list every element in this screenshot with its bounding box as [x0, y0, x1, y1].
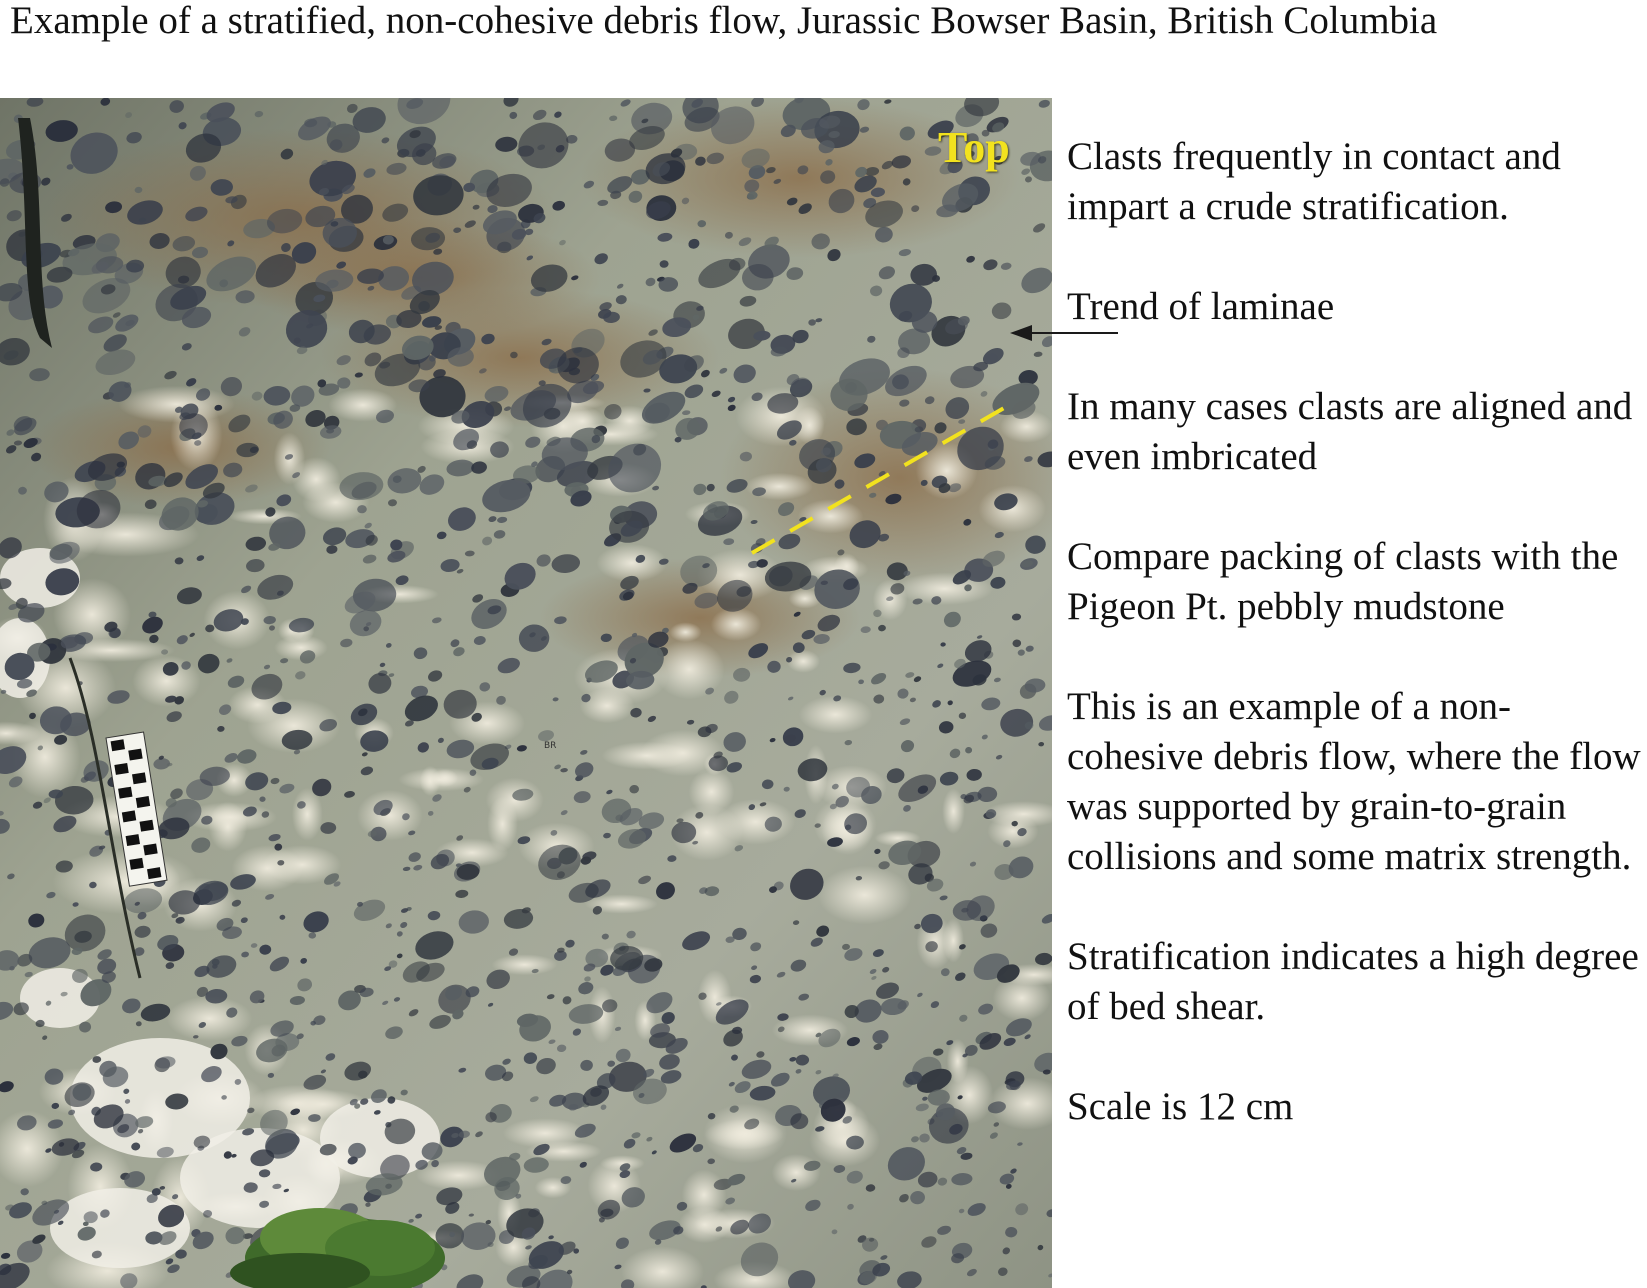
- figure-title: Example of a stratified, non-cohesive debris flow, Jurassic Bowser Basin, British Columbia: [10, 0, 1438, 42]
- note-stratification: Stratification indicates a high degree of bed shear.: [1067, 935, 1639, 1028]
- scale-bar-mark: BR: [544, 741, 557, 751]
- outcrop-photo: [0, 98, 1052, 1288]
- note-clasts-aligned: In many cases clasts are aligned and even imbricated: [1067, 385, 1633, 478]
- annotation-column: [1067, 132, 1642, 1182]
- note-clasts-contact: Clasts frequently in contact and impart a crude stratification.: [1067, 135, 1561, 228]
- note-debris-flow-explanation: This is an example of a non-cohesive debris flow, where the flow was supported by grain-to-grain collisions and some matrix strength.: [1067, 685, 1641, 878]
- note-compare-packing: Compare packing of clasts with the Pigeon Pt. pebbly mudstone: [1067, 535, 1619, 628]
- top-label: Top: [938, 123, 1010, 172]
- note-scale: Scale is 12 cm: [1067, 1085, 1294, 1128]
- note-trend-of-laminae: Trend of laminae: [1067, 285, 1335, 328]
- outcrop-photo-canvas: [0, 98, 1052, 1288]
